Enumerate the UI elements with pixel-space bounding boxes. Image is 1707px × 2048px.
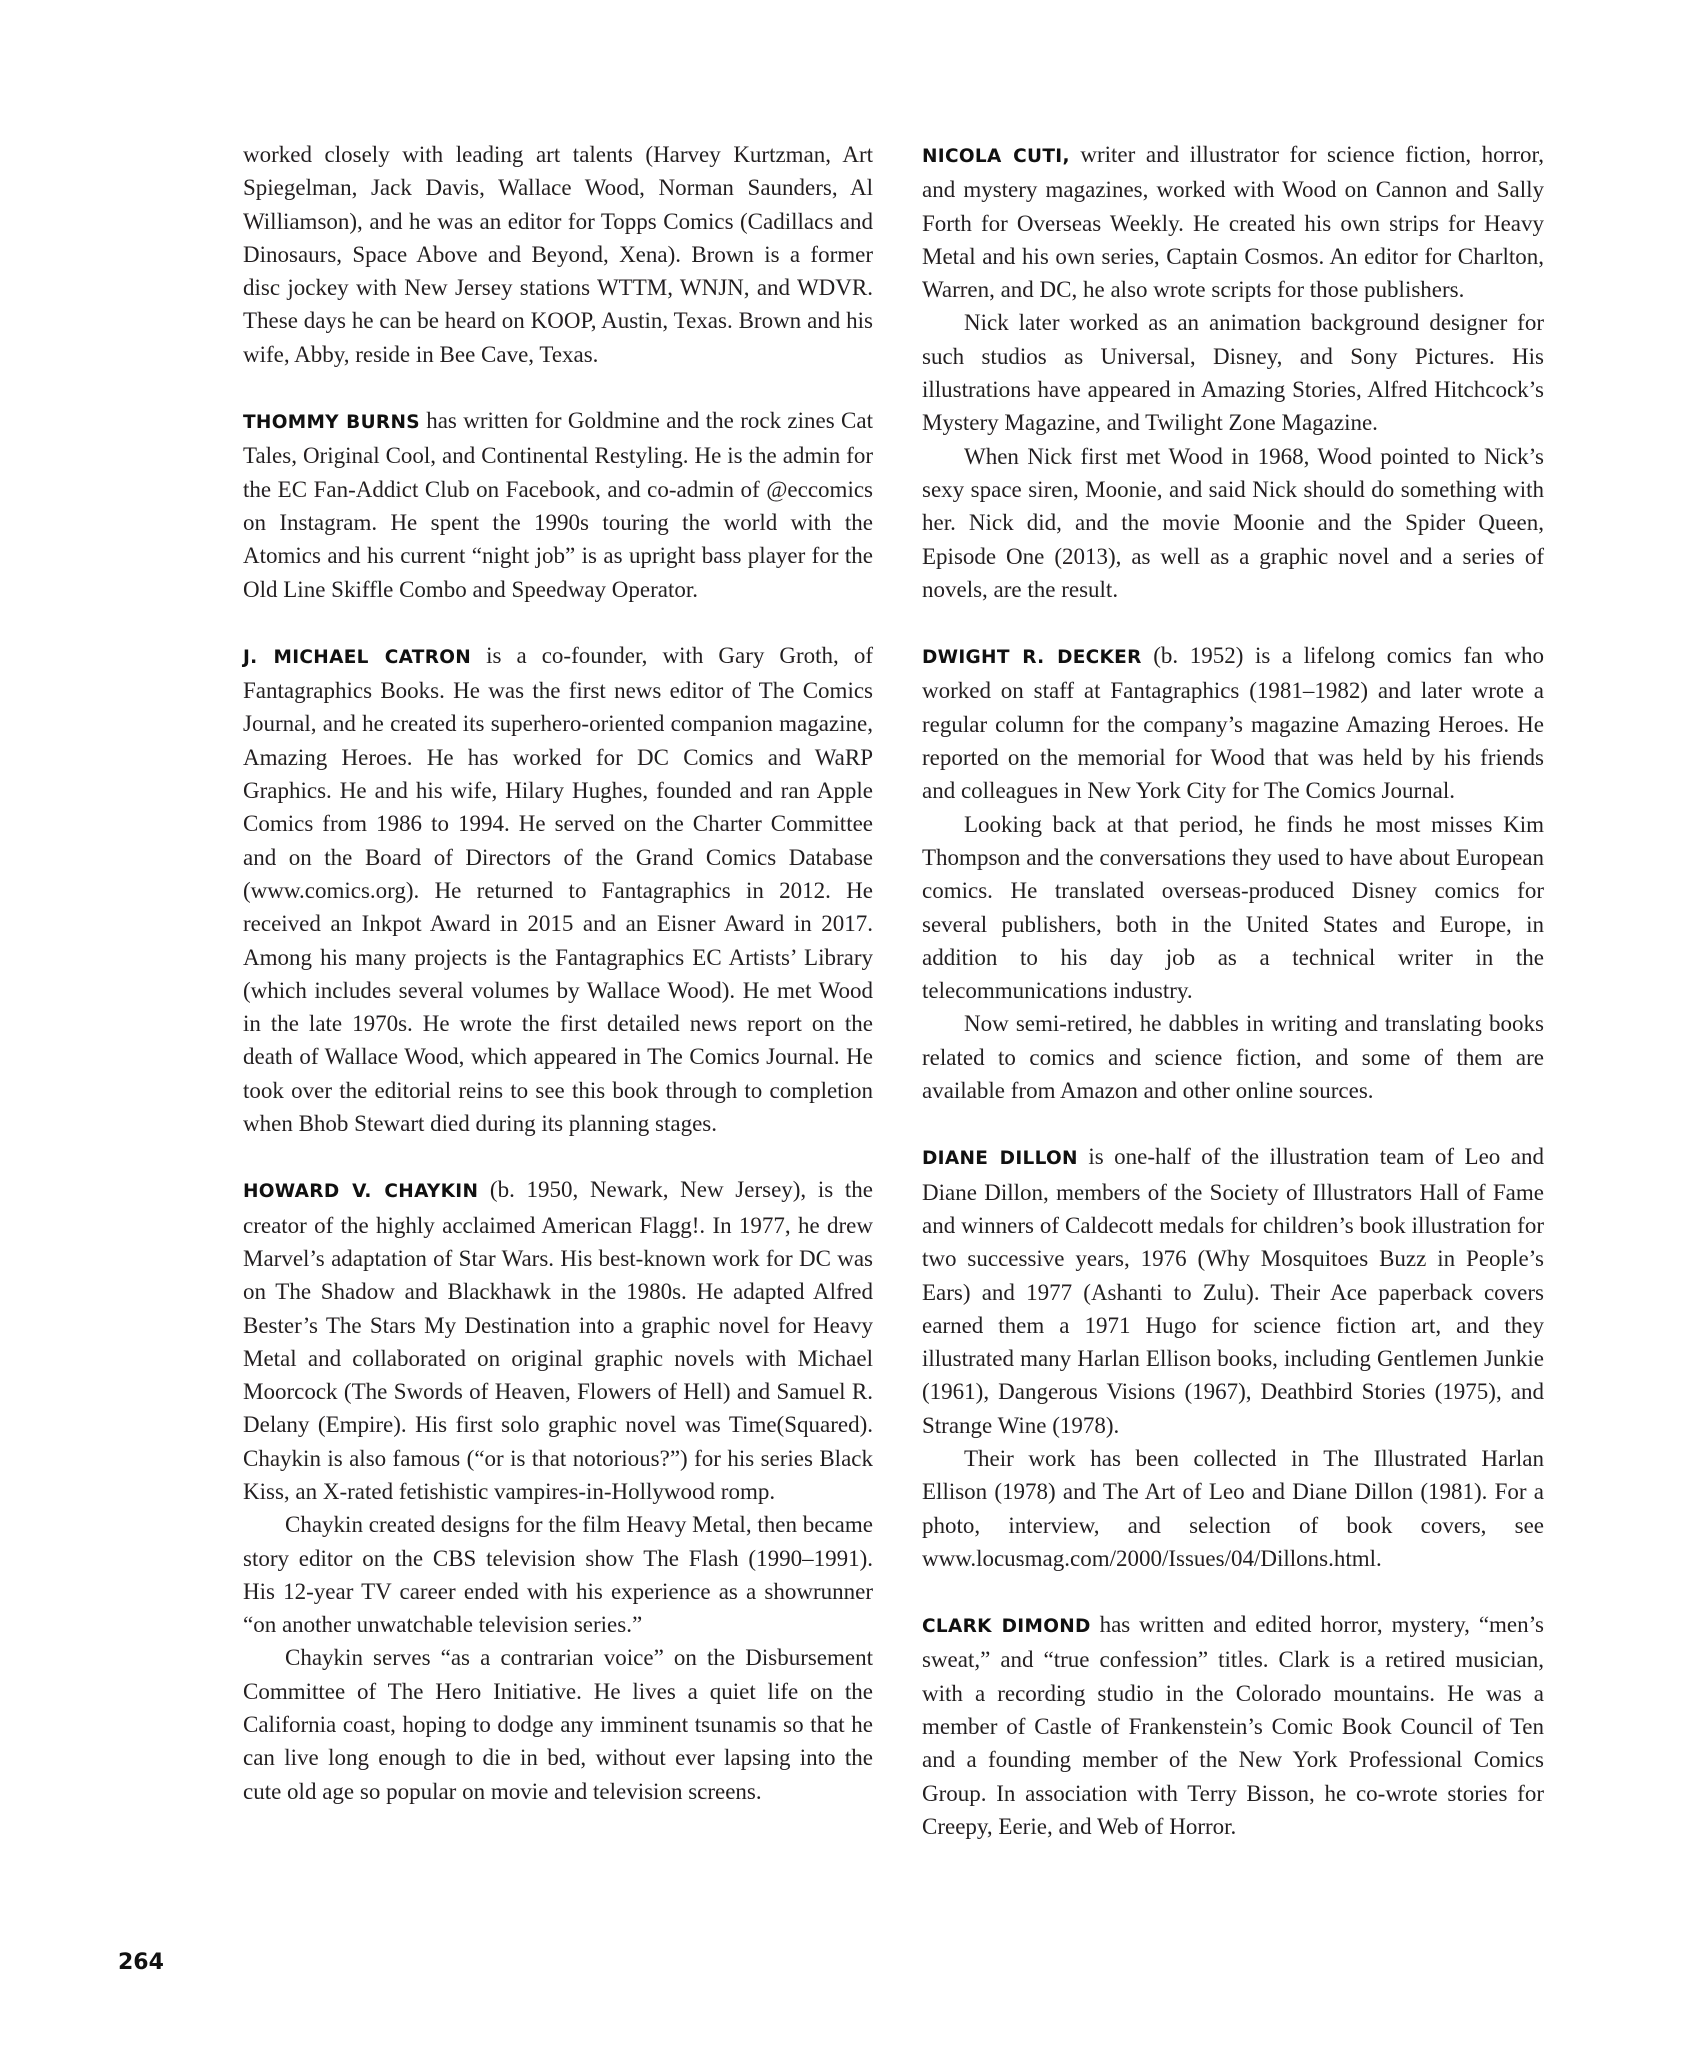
bio-text: worked closely with leading art talents (Harvey Kurtzman, Art Spiegelman, Jack Davis, Wallace Wood, Norman Saunders, Al Williamson), and he was an editor for Topps Comics (Cadillacs and Dinosaurs, Space Above and Beyond, Xena). Brown is a former disc jockey with New Jersey stations WTTM, WNJN, and WDVR. These days he can be heard on KOOP, Austin, Texas. Brown and his wife, Abby, reside in Bee Cave, Texas. <box>243 142 873 367</box>
bio-entry-chaykin <box>243 1173 873 1808</box>
bio-entry-dillon <box>922 1140 1544 1575</box>
bio-paragraph: Their work has been collected in The Illustrated Harlan Ellison (1978) and The Art of Leo and Diane Dillon (1981). For a photo, interview, and selection of book covers, see www.locusmag.com/2000/Issues/04/Dillons.html. <box>922 1445 1544 1571</box>
bio-text: (b. 1952) is a lifelong comics fan who worked on staff at Fantagraphics (1981–1982) and later wrote a regular column for the company’s magazine Amazing Heroes. He reported on the memorial for Wood that was held by his friends and colleagues in New York City for The Comics Journal. <box>922 643 1545 804</box>
bio-text: writer and illustrator for science fiction, horror, and mystery magazines, worked with Wood on Cannon and Sally Forth for Overseas Weekly. He created his own strips for Heavy Metal and his own series, Captain Cosmos. An editor for Charlton, Warren, and DC, he also wrote scripts for those publishers. <box>922 142 1544 303</box>
page-number: 264 <box>118 1950 164 1975</box>
bio-text: (b. 1950, Newark, New Jersey), is the creator of the highly acclaimed American Flagg!. In 1977, he drew Marvel’s adaptation of Star Wars. His best-known work for DC was on The Shadow and Blackhawk in the 1980s. He adapted Alfred Bester’s The Stars My Destination into a graphic novel for Heavy Metal and collaborated on original graphic novels with Michael Moorcock (The Swords of Heaven, Flowers of Hell) and Samuel R. Delany (Empire). His first solo graphic novel was Time(Squared). Chaykin is also famous (“or is that notorious?”) for his series Black Kiss, an X-rated fetishistic vampires-in-Hollywood romp. <box>243 1177 873 1504</box>
bio-entry-dimond <box>922 1608 1544 1843</box>
bio-text: has written and edited horror, mystery, “men’s sweat,” and “true confession” titles. Clark is a retired musician, with a recording studio in the Colorado mountains. He was a member of Castle of Frankenstein’s Comic Book Council of Ten and a founding member of the New York Professional Comics Group. In association with Terry Bisson, he co-wrote stories for Creepy, Eerie, and Web of Horror. <box>922 1612 1544 1839</box>
bio-paragraph: Nick later worked as an animation background designer for such studios as Universal, Disney, and Sony Pictures. His illustrations have appeared in Amazing Stories, Alfred Hitchcock’s Mystery Magazine, and Twilight Zone Magazine. <box>922 310 1544 436</box>
bio-paragraph: When Nick first met Wood in 1968, Wood pointed to Nick’s sexy space siren, Moonie, and said Nick should do something with her. Nick did, and the movie Moonie and the Spider Queen, Episode One (2013), as well as a graphic novel and a series of novels, are the result. <box>922 443 1544 602</box>
bio-entry-catron <box>243 639 873 1140</box>
bio-entry-cuti <box>922 138 1544 606</box>
bio-text: is one-half of the illustration team of Leo and Diane Dillon, members of the Society of Illustrators Hall of Fame and winners of Caldecott medals for children’s book illustration for two successive years, 1976 (Why Mosquitoes Buzz in People’s Ears) and 1977 (Ashanti to Zulu). Their Ace paperback covers earned them a 1971 Hugo for science fiction art, and they illustrated many Harlan Ellison books, including Gentlemen Junkie (1961), Dangerous Visions (1967), Deathbird Stories (1975), and Strange Wine (1978). <box>922 1144 1544 1438</box>
bio-entry-burns <box>243 404 873 606</box>
left-column <box>243 138 873 1841</box>
bio-paragraph: Chaykin created designs for the film Heavy Metal, then became story editor on the CBS television show The Flash (1990–1991). His 12-year TV career ended with his experience as a showrunner “on another unwatchable television series.” <box>243 1512 873 1638</box>
contributor-name: DIANE DILLON <box>922 1148 1078 1170</box>
right-column <box>922 138 1544 1876</box>
contributor-name: DWIGHT R. DECKER <box>922 647 1142 669</box>
bio-paragraph: Chaykin serves “as a contrarian voice” on the Disbursement Committee of The Hero Initiative. He lives a quiet life on the California coast, hoping to dodge any imminent tsunamis so that he can live long enough to die in bed, without ever lapsing into the cute old age so popular on movie and television screens. <box>243 1645 873 1804</box>
contributor-name: NICOLA CUTI, <box>922 146 1070 167</box>
contributor-name: THOMMY BURNS <box>243 412 420 434</box>
bio-paragraph: Now semi-retired, he dabbles in writing and translating books related to comics and science fiction, and some of them are available from Amazon and other online sources. <box>922 1011 1544 1104</box>
bio-entry-decker <box>922 639 1544 1107</box>
bio-paragraph: Looking back at that period, he finds he most misses Kim Thompson and the conversations they used to have about European comics. He translated overseas-produced Disney comics for several publishers, both in the United States and Europe, in addition to his day job as a technical writer in the telecommunications industry. <box>922 811 1544 1004</box>
contributor-name: J. MICHAEL CATRON <box>243 646 472 668</box>
contributor-name: HOWARD V. CHAYKIN <box>243 1181 479 1203</box>
bio-entry-brown <box>243 138 873 371</box>
bio-text: is a co-founder, with Gary Groth, of Fantagraphics Books. He was the first news editor of The Comics Journal, and he created its superhero-oriented companion magazine, Amazing Heroes. He has worked for DC Comics and WaRP Graphics. He and his wife, Hilary Hughes, founded and ran Apple Comics from 1986 to 1994. He served on the Charter Committee and on the Board of Directors of the Grand Comics Database (www.comics.org). He returned to Fantagraphics in 2012. He received an Inkpot Award in 2015 and an Eisner Award in 2017. Among his many projects is the Fantagraphics EC Artists’ Library (which includes several volumes by Wallace Wood). He met Wood in the late 1970s. He wrote the first detailed news report on the death of Wallace Wood, which appeared in The Comics Journal. He took over the editorial reins to see this book through to completion when Bhob Stewart died during its planning stages. <box>243 642 873 1137</box>
contributor-name: CLARK DIMOND <box>922 1616 1091 1638</box>
bio-text: has written for Goldmine and the rock zines Cat Tales, Original Cool, and Continental Restyling. He is the admin for the EC Fan-Addict Club on Facebook, and co-admin of @eccomics on Instagram. He spent the 1990s touring the world with the Atomics and his current “night job” is as upright bass player for the Old Line Skiffle Combo and Speedway Operator. <box>243 408 873 602</box>
